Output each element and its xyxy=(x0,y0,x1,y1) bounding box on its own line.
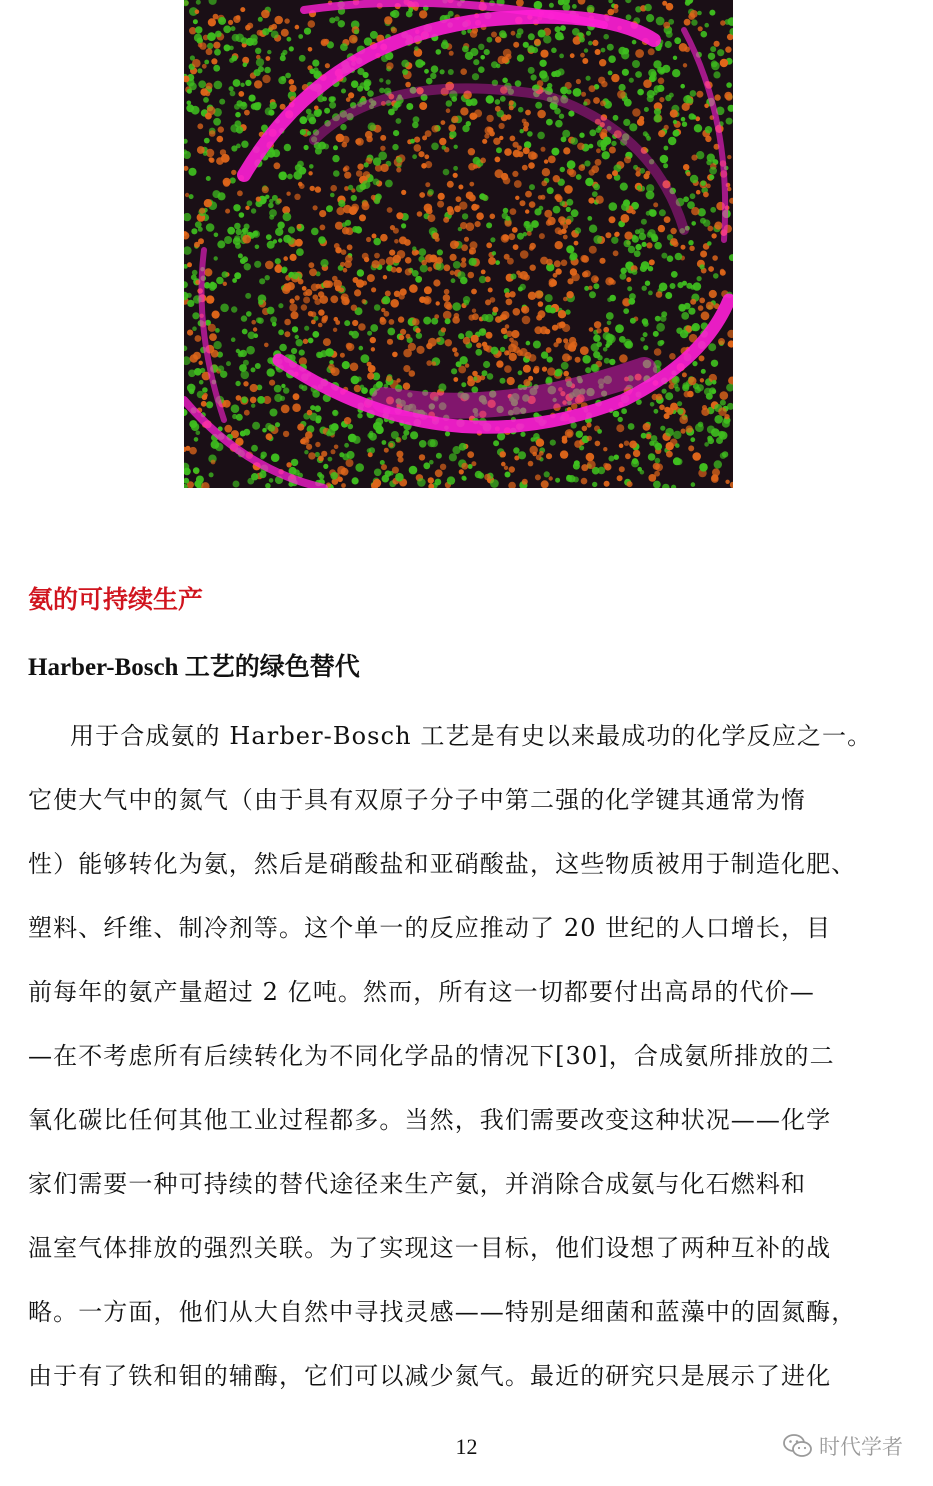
microscopy-canvas xyxy=(184,0,733,488)
section-title: 氨的可持续生产 xyxy=(28,585,204,614)
wechat-icon xyxy=(783,1433,813,1459)
body-line: 温室气体排放的强烈关联。为了实现这一目标，他们设想了两种互补的战 xyxy=(28,1234,832,1262)
body-line: 性）能够转化为氨，然后是硝酸盐和亚硝酸盐，这些物质被用于制造化肥、 xyxy=(28,850,857,878)
watermark-text: 时代学者 xyxy=(819,1435,903,1459)
body-line: 家们需要一种可持续的替代途径来生产氨，并消除合成氨与化石燃料和 xyxy=(28,1170,807,1198)
subsection-title: Harber-Bosch 工艺的绿色替代 xyxy=(28,654,360,681)
page-number: 12 xyxy=(455,1434,478,1459)
body-line: 由于有了铁和钼的辅酶，它们可以减少氮气。最近的研究只是展示了进化 xyxy=(28,1362,832,1390)
fluorescence-microscopy-image xyxy=(184,0,733,488)
body-line: 它使大气中的氮气（由于具有双原子分子中第二强的化学键其通常为惰 xyxy=(28,786,807,814)
body-line: —在不考虑所有后续转化为不同化学品的情况下[30]，合成氨所排放的二 xyxy=(28,1042,835,1070)
body-line: 用于合成氨的 Harber-Bosch 工艺是有史以来最成功的化学反应之一。 xyxy=(70,722,873,750)
body-line: 前每年的氨产量超过 2 亿吨。然而，所有这一切都要付出高昂的代价— xyxy=(28,978,815,1006)
body-line: 氧化碳比任何其他工业过程都多。当然，我们需要改变这种状况——化学 xyxy=(28,1106,832,1134)
body-paragraph xyxy=(28,704,908,1408)
body-line: 略。一方面，他们从大自然中寻找灵感——特别是细菌和蓝藻中的固氮酶， xyxy=(28,1298,857,1326)
watermark xyxy=(783,1428,903,1464)
body-line: 塑料、纤维、制冷剂等。这个单一的反应推动了 20 世纪的人口增长，目 xyxy=(28,914,832,942)
